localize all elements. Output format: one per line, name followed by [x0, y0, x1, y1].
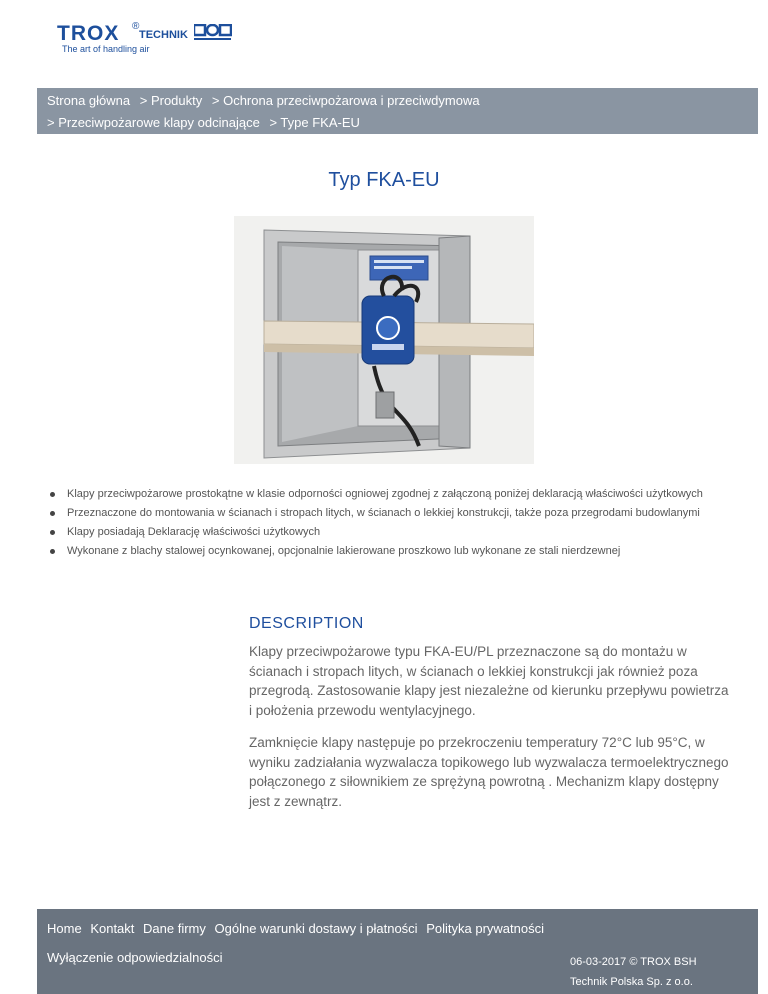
- bullet-icon: [50, 492, 55, 497]
- description-paragraph-2: Zamknięcie klapy następuje po przekroczeniu temperatury 72°C lub 95°C, w wyniku zadziałania wyzwalacza topikowego lub wyzwalacza termoelektrycznego połączonego z siłownikiem ze sprężyną powrotną . Mechanizm klapy dostępny jest z zewnątrz.: [249, 735, 729, 809]
- footer-link-contact[interactable]: Kontakt: [90, 921, 135, 936]
- feature-item: Klapy przeciwpożarowe prostokątne w klasie odporności ogniowej zgodnej z załączoną poniżej deklaracją właściwości użytkowych: [50, 485, 740, 504]
- footer: [37, 909, 758, 994]
- footer-link-company-data[interactable]: Dane firmy: [143, 921, 206, 936]
- logo-tagline: The art of handling air: [62, 44, 150, 54]
- copyright: [570, 952, 740, 992]
- footer-link-privacy[interactable]: Polityka prywatności: [426, 921, 544, 936]
- copyright-line-2: Technik Polska Sp. z o.o.: [570, 976, 693, 988]
- breadcrumb-products[interactable]: > Produkty: [139, 93, 203, 108]
- breadcrumb-fire-dampers[interactable]: > Przeciwpożarowe klapy odcinające: [47, 115, 260, 130]
- copyright-line-1: 06-03-2017 © TROX BSH: [570, 956, 697, 968]
- breadcrumb-current: > Type FKA-EU: [269, 115, 360, 130]
- logo-suffix: TECHNIK: [139, 29, 188, 41]
- feature-list: [50, 485, 740, 561]
- description-heading: DESCRIPTION: [249, 615, 364, 632]
- feature-item: Wykonane z blachy stalowej ocynkowanej, opcjonalnie lakierowane proszkowo lub wykonane ze stali nierdzewnej: [50, 542, 740, 561]
- page-title: Typ FKA-EU: [328, 169, 440, 191]
- footer-links: [47, 921, 549, 936]
- description-paragraph-1: Klapy przeciwpożarowe typu FKA-EU/PL przeznaczone są do montażu w ścianach i stropach litych, w ścianach o lekkiej konstrukcji jak również poza przegrodą. Zastosowanie klapy jest niezależne od kierunku przepływu powietrza i położenia przewodu wentylacyjnego.: [249, 644, 729, 718]
- feature-item: Przeznaczone do montowania w ścianach i stropach litych, w ścianach o lekkiej konstrukcji, także poza przegrodami budowlanymi: [50, 504, 740, 523]
- breadcrumb: [37, 88, 758, 134]
- feature-item: Klapy posiadają Deklarację właściwości użytkowych: [50, 523, 740, 542]
- breadcrumb-home[interactable]: Strona główna: [47, 93, 131, 108]
- product-image: [234, 216, 534, 464]
- bullet-icon: [50, 530, 55, 535]
- trox-logo[interactable]: [57, 22, 247, 54]
- logo-brand: TROX: [57, 22, 120, 45]
- footer-link-disclaimer[interactable]: Wyłączenie odpowiedzialności: [47, 950, 223, 965]
- bsh-logo-icon: [194, 24, 232, 42]
- logo-registered-mark: ®: [132, 21, 140, 32]
- breadcrumb-fire-protection[interactable]: > Ochrona przeciwpożarowa i przeciwdymowa: [211, 93, 480, 108]
- footer-link-home[interactable]: Home: [47, 921, 82, 936]
- bullet-icon: [50, 549, 55, 554]
- bullet-icon: [50, 511, 55, 516]
- footer-link-terms[interactable]: Ogólne warunki dostawy i płatności: [214, 921, 418, 936]
